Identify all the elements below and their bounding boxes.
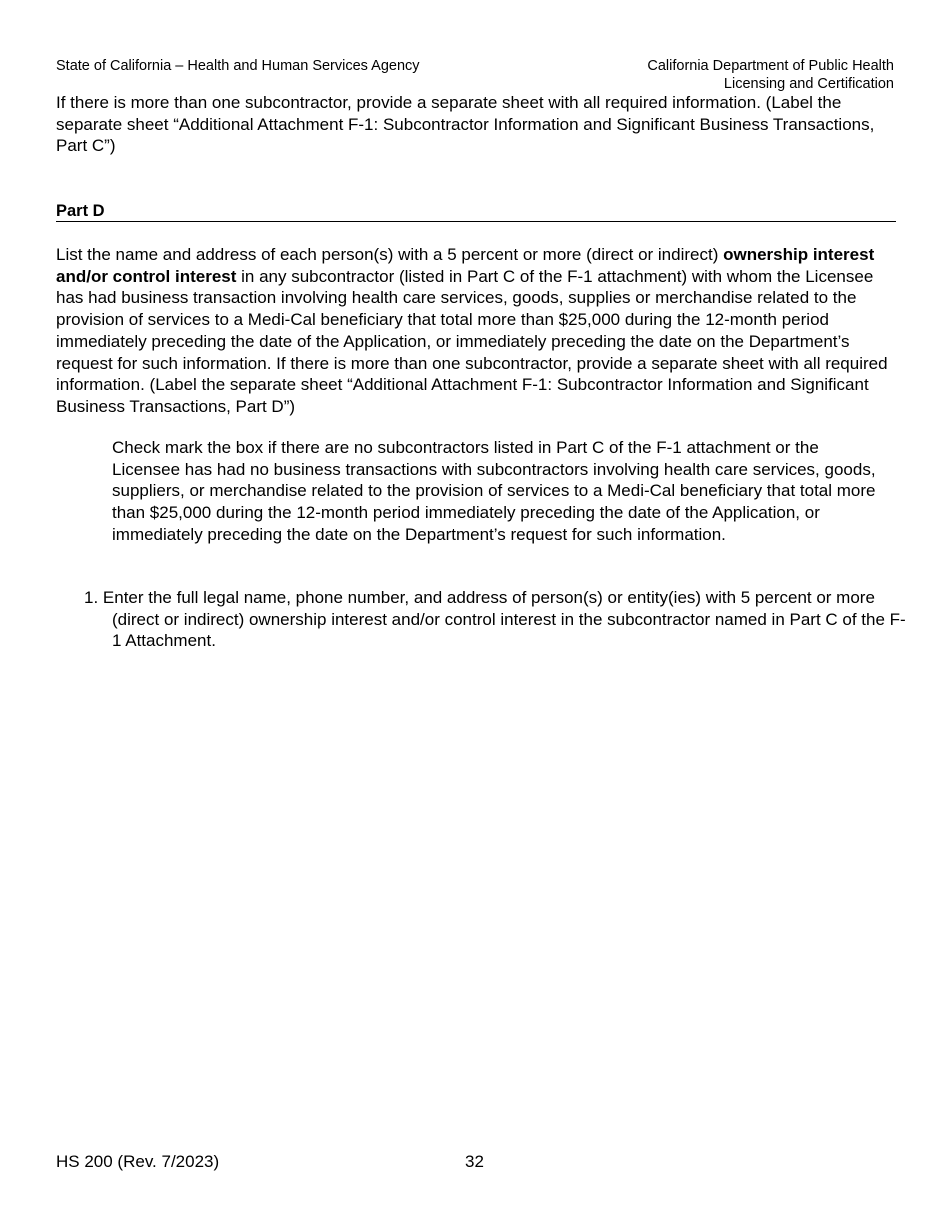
no-subcontractors-checkbox-note: Check mark the box if there are no subcontractors listed in Part C of the F-1 attachment or the Licensee has had no business transactions with subcontractors involving health care services, goods, suppliers, or merchandise related to the provision of services to a Medi-Cal beneficiary that total more than $25,000 during the 12-month period immediately preceding the date of the Application, or immediately preceding the date on the Department’s request for such information. (112, 438, 876, 544)
header-department (647, 57, 894, 93)
part-c-continuation-text: If there is more than one subcontractor, provide a separate sheet with all required information. (Label the separate sheet “Additional Attachment F-1: Subcontractor Information and Significant Business Transactions, Part C”) (56, 93, 875, 156)
part-d-bold-term: ownership interest and/or control interest (56, 245, 875, 286)
footer-page-number: 32 (465, 1152, 484, 1171)
part-d-text-start: List the name and address of each person(s) with a 5 percent or more (direct or indirect) (56, 245, 724, 264)
header-agency: State of California – Health and Human Services Agency (56, 58, 420, 74)
footer-form-id: HS 200 (Rev. 7/2023) (56, 1152, 220, 1171)
part-d-heading: Part D (56, 201, 896, 222)
header-division-name: Licensing and Certification (723, 76, 894, 92)
part-d-text-end: in any subcontractor (listed in Part C of the F-1 attachment) with whom the Licensee has had business transaction involving health care services, goods, supplies or merchandise related to the provision of services to a Medi-Cal beneficiary that total more than $25,000 during the 12-month period immediately preceding the date of the Application, or immediately preceding the date on the Department’s request for such information. If there is more than one subcontractor, provide a separate sheet with all required information. (Label the separate sheet “Additional Attachment F-1: Subcontractor Information and Significant Business Transactions, Part D”) (56, 266, 888, 416)
part-d-instructions (56, 244, 894, 418)
item-1-instruction: 1. Enter the full legal name, phone number, and address of person(s) or entity(ies) with 5 percent or more (direct or indirect) ownership interest and/or control interest in the subcontractor named in Part C of the F-1 Attachment. (84, 588, 906, 651)
header-department-name: California Department of Public Health (647, 58, 894, 74)
